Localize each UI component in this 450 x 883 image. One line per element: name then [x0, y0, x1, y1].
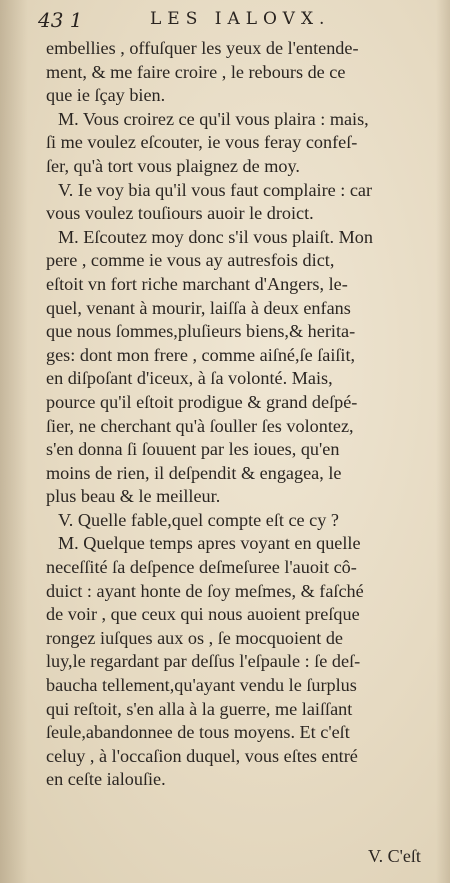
text-line: neceſſité ſa deſpence deſmeſuree l'auoit cô-: [46, 557, 357, 578]
body-text: [46, 37, 436, 792]
text-line: en diſpoſant d'iceux, à ſa volonté. Mais,: [46, 368, 333, 389]
text-line: plus beau & le meilleur.: [46, 486, 221, 507]
text-line: ges: dont mon frere , comme aiſné,ſe ſaiſit,: [46, 344, 356, 365]
text-line: M. Vous croirez ce qu'il vous plaira : mais,: [58, 108, 369, 129]
text-line: qui reſtoit, s'en alla à la guerre, me laiſſant: [46, 698, 353, 719]
text-line: en ceſte ialouſie.: [46, 769, 166, 790]
text-line: embellies , offuſquer les yeux de l'entende-: [46, 38, 359, 58]
text-line: de voir , que ceux qui nous auoient preſque: [46, 604, 360, 625]
text-line: pource qu'il eſtoit prodigue & grand deſpé-: [46, 391, 358, 412]
text-line: rongez iuſques aux os , ſe mocquoient de: [46, 627, 343, 648]
running-title: LES IALOVX.: [150, 9, 331, 29]
page-number: 43 1: [38, 8, 83, 32]
catchword: V. C'eſt: [368, 846, 421, 866]
text-line: s'en donna ſi ſouuent par les ioues, qu'en: [46, 439, 340, 460]
text-line: que ie ſçay bien.: [46, 85, 166, 106]
text-line: V. Quelle fable,quel compte eſt ce cy ?: [58, 509, 339, 530]
page-header: [38, 4, 438, 34]
text-line: ſier, ne cherchant qu'à ſouller ſes volontez,: [46, 415, 354, 436]
text-line: M. Quelque temps apres voyant en quelle: [58, 533, 361, 554]
text-line: quel, venant à mourir, laiſſa à deux enfans: [46, 297, 351, 318]
text-line: luy,le regardant par deſſus l'eſpaule : ſe deſ-: [46, 651, 361, 672]
text-line: celuy , à l'occaſion duquel, vous eſtes entré: [46, 745, 358, 766]
page-edge-shadow: [436, 0, 450, 883]
text-line: eſtoit vn fort riche marchant d'Angers, le-: [46, 273, 348, 294]
text-line: ment, & me faire croire , le rebours de ce: [46, 61, 346, 82]
text-line: ſeule,abandonnee de tous moyens. Et c'eſt: [46, 722, 350, 743]
spine-shadow: [0, 0, 28, 883]
text-line: baucha tellement,qu'ayant vendu le ſurplus: [46, 675, 357, 696]
text-line: ſi me voulez eſcouter, ie vous feray confeſ-: [46, 132, 358, 153]
text-line: pere , comme ie vous ay autresfois dict,: [46, 250, 335, 271]
text-line: moins de rien, il deſpendit & engagea, le: [46, 462, 342, 483]
text-line: V. Ie voy bia qu'il vous faut complaire : car: [58, 179, 373, 200]
text-line: duict : ayant honte de ſoy meſmes, & faſché: [46, 580, 364, 601]
text-line: M. Eſcoutez moy donc s'il vous plaiſt. Mon: [58, 226, 373, 247]
text-line: ſer, qu'à tort vous plaignez de moy.: [46, 155, 300, 176]
text-line: que nous ſommes,pluſieurs biens,& herita-: [46, 321, 356, 342]
text-line: vous voulez touſiours auoir le droict.: [46, 203, 314, 224]
